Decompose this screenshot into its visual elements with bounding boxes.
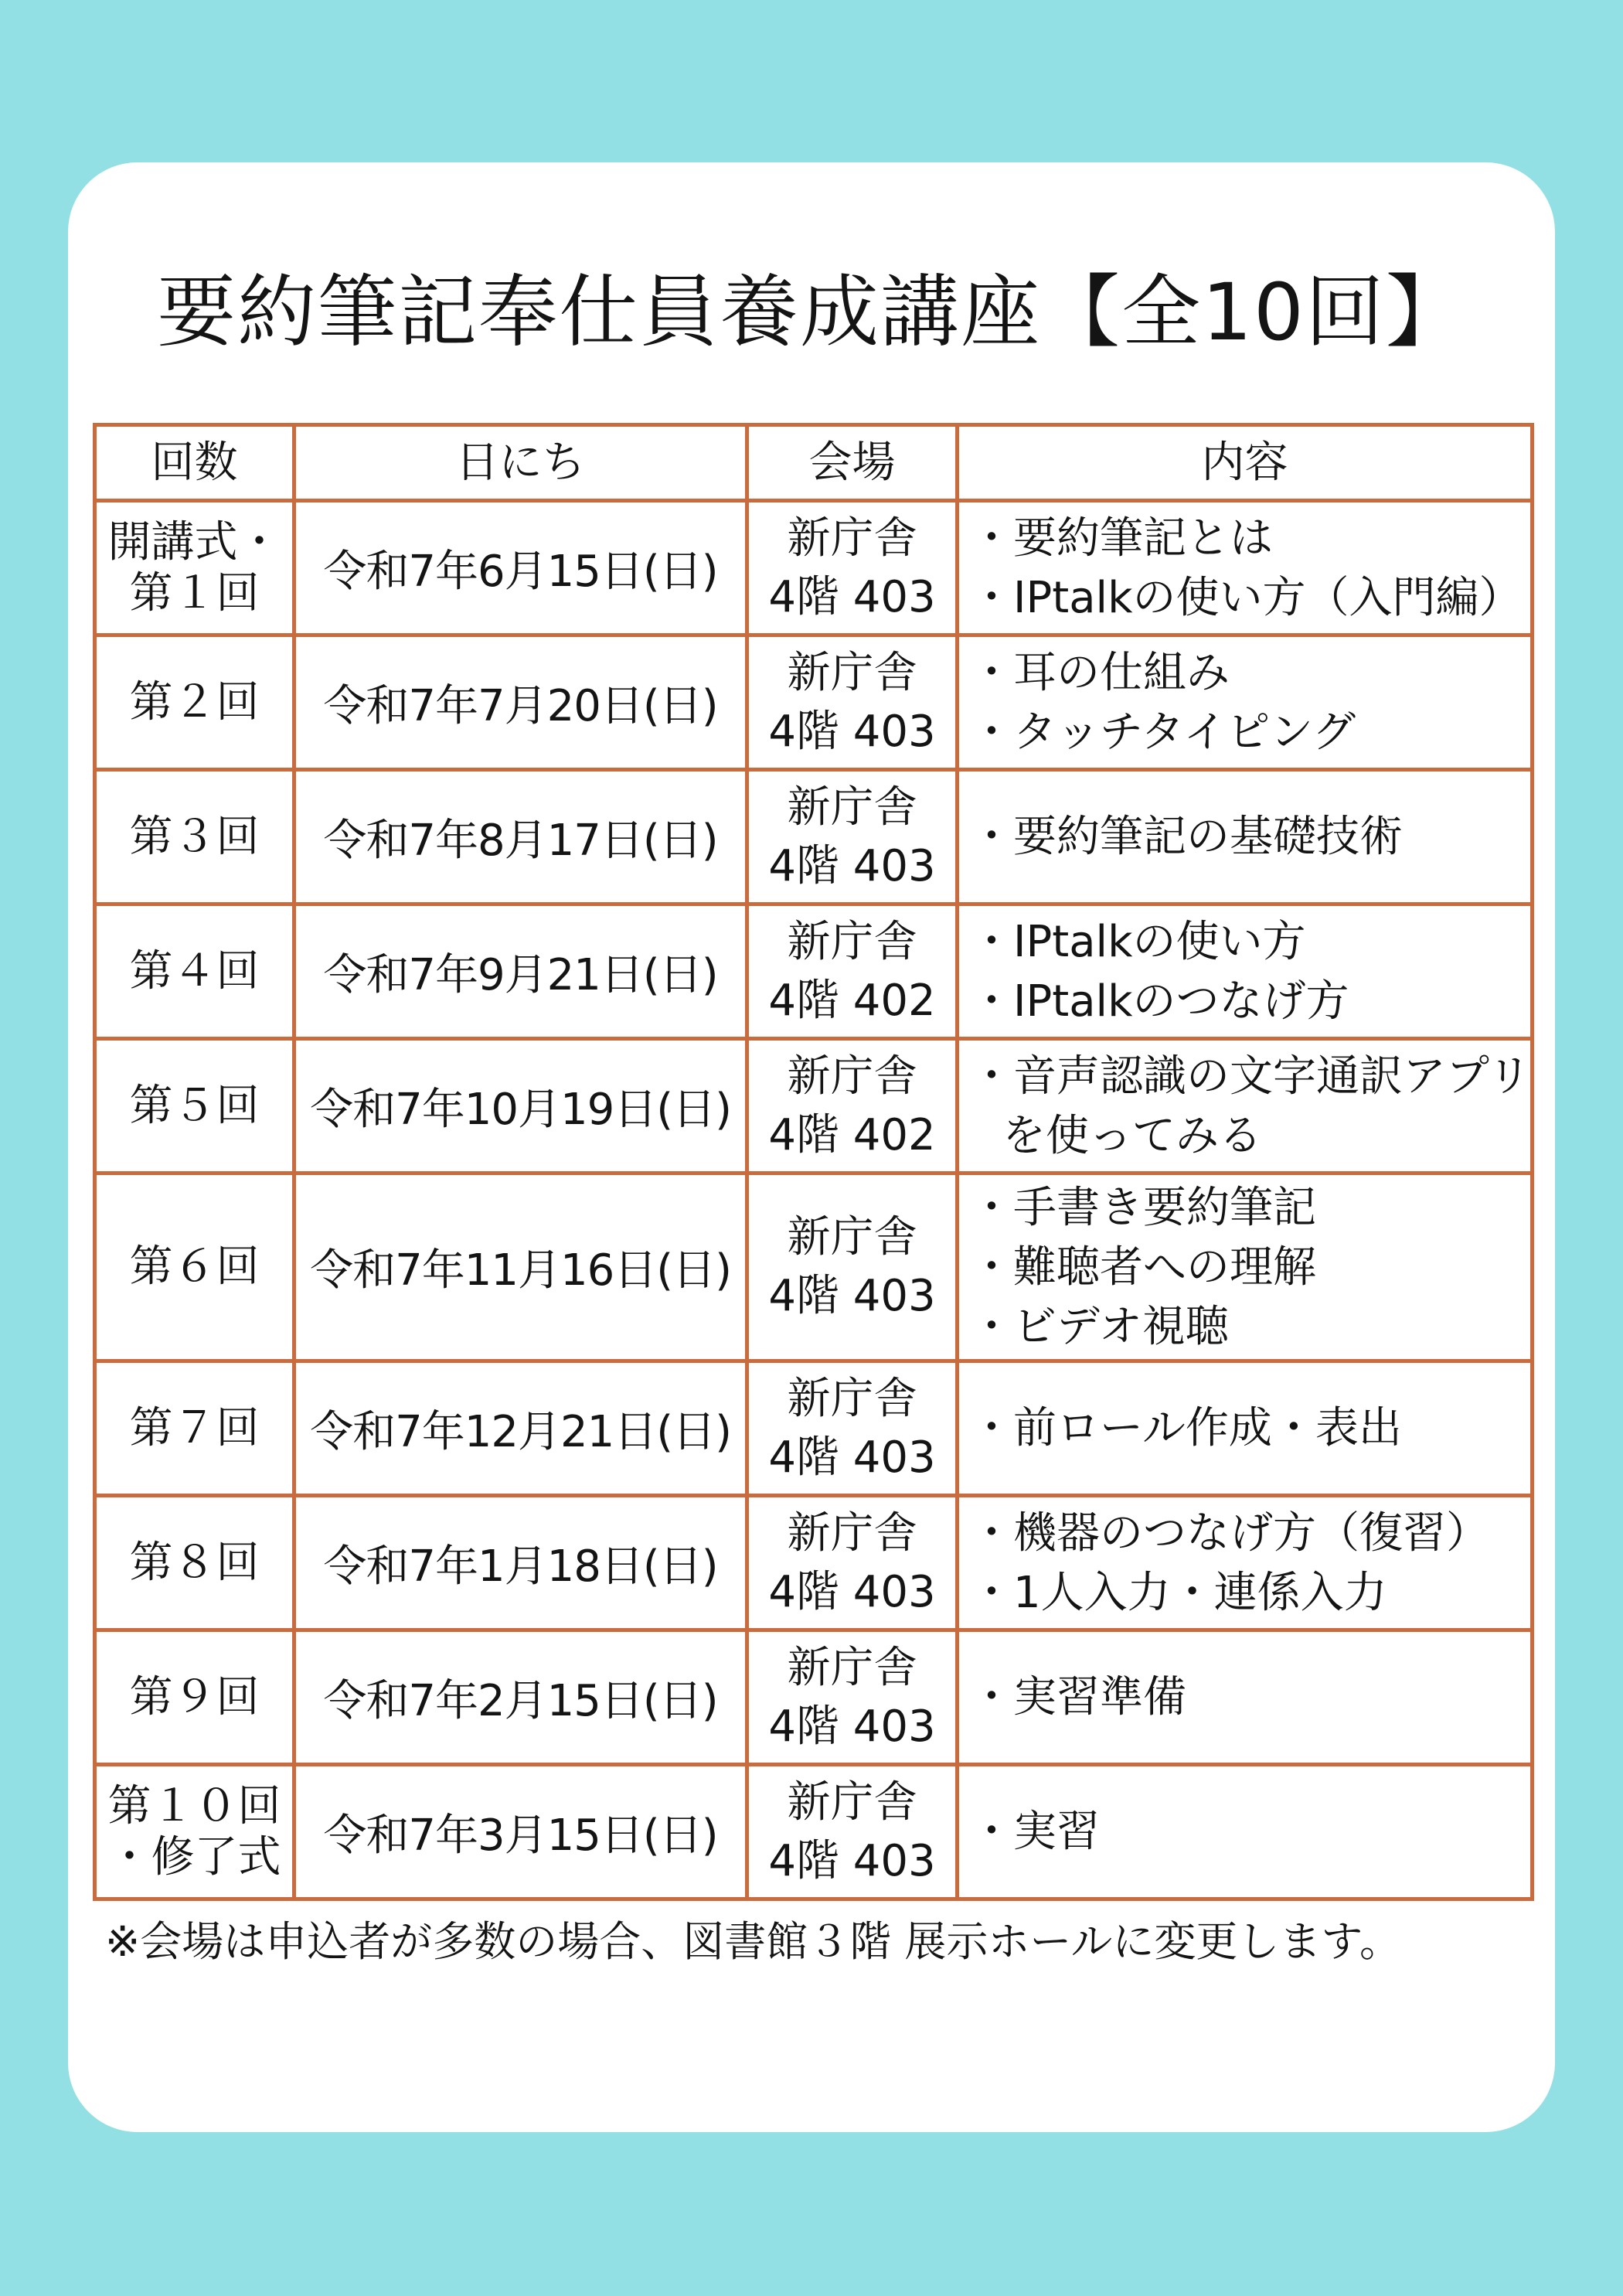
table-row — [95, 770, 1533, 904]
content-cell — [958, 501, 1533, 635]
date-cell: 令和7年12月21日(日) — [294, 1361, 747, 1496]
content-item: を使ってみる — [1002, 1110, 1262, 1161]
table-row — [95, 501, 1533, 635]
venue-line: 新庁舎 — [787, 1212, 917, 1262]
content-item: ・難聴者への理解 — [970, 1242, 1316, 1293]
venue-line: 新庁舎 — [787, 782, 917, 833]
content-item: ・IPtalkの使い方（入門編） — [970, 572, 1523, 623]
table-row — [95, 904, 1533, 1039]
header-date: 日にち — [294, 425, 747, 501]
session-line: 第２回 — [129, 676, 260, 727]
table-row — [95, 1039, 1533, 1174]
content-item: ・耳の仕組み — [970, 647, 1230, 698]
venue-line: 4階 403 — [768, 1835, 936, 1886]
content-cell — [958, 635, 1533, 770]
venue-line: 新庁舎 — [787, 1777, 917, 1828]
schedule-body — [95, 501, 1533, 1899]
venue-cell — [747, 1630, 958, 1765]
session-line: 開講式・ — [107, 516, 281, 567]
venue-cell — [747, 1174, 958, 1361]
content-item: ・ビデオ視聴 — [970, 1301, 1229, 1352]
content-item: ・音声認識の文字通訳アプリ — [970, 1051, 1531, 1102]
table-row — [95, 1630, 1533, 1765]
session-line: 第１０回 — [107, 1780, 281, 1831]
content-item: ・要約筆記の基礎技術 — [970, 812, 1403, 862]
content-cell — [958, 770, 1533, 904]
venue-line: 新庁舎 — [787, 916, 917, 967]
venue-line: 4階 403 — [768, 706, 936, 757]
venue-line: 新庁舎 — [787, 1507, 917, 1558]
venue-line: 4階 403 — [768, 1432, 936, 1483]
session-cell — [95, 1765, 294, 1899]
content-item: ・前ロール作成・表出 — [970, 1403, 1402, 1453]
content-item: ・IPtalkのつなげ方 — [970, 976, 1349, 1027]
session-cell — [95, 1361, 294, 1496]
venue-change-note: ※会場は申込者が多数の場合、図書館３階 展示ホールに変更します。 — [105, 1917, 1402, 1966]
date-cell: 令和7年3月15日(日) — [294, 1765, 747, 1899]
table-row — [95, 635, 1533, 770]
flyer-card — [68, 162, 1555, 2132]
venue-cell — [747, 1496, 958, 1630]
venue-line: 4階 403 — [768, 1701, 936, 1752]
content-cell — [958, 1361, 1533, 1496]
content-item: ・IPtalkの使い方 — [970, 916, 1306, 967]
venue-line: 4階 403 — [768, 1566, 936, 1617]
content-cell — [958, 1765, 1533, 1899]
session-line: 第７回 — [129, 1402, 260, 1453]
header-content: 内容 — [958, 425, 1533, 501]
date-cell: 令和7年2月15日(日) — [294, 1630, 747, 1765]
session-line: 第１回 — [129, 567, 260, 618]
session-line: 第８回 — [129, 1537, 260, 1588]
venue-cell — [747, 1361, 958, 1496]
session-cell — [95, 904, 294, 1039]
venue-cell — [747, 1765, 958, 1899]
header-venue: 会場 — [747, 425, 958, 501]
table-row — [95, 1174, 1533, 1361]
venue-line: 新庁舎 — [787, 1642, 917, 1693]
date-cell: 令和7年8月17日(日) — [294, 770, 747, 904]
content-item: ・要約筆記とは — [970, 513, 1273, 564]
venue-cell — [747, 1039, 958, 1174]
content-cell — [958, 1039, 1533, 1174]
venue-cell — [747, 770, 958, 904]
content-item: ・実習準備 — [970, 1672, 1186, 1722]
table-header-row — [95, 425, 1533, 501]
content-item: ・1人入力・連係入力 — [970, 1567, 1387, 1618]
content-cell — [958, 1174, 1533, 1361]
content-cell — [958, 1630, 1533, 1765]
date-cell: 令和7年6月15日(日) — [294, 501, 747, 635]
table-row — [95, 1361, 1533, 1496]
session-line: 第５回 — [129, 1080, 260, 1131]
content-item: ・タッチタイピング — [970, 707, 1356, 758]
date-cell: 令和7年9月21日(日) — [294, 904, 747, 1039]
session-cell — [95, 1039, 294, 1174]
venue-line: 4階 403 — [768, 840, 936, 891]
session-line: ・修了式 — [107, 1831, 281, 1882]
date-cell: 令和7年10月19日(日) — [294, 1039, 747, 1174]
venue-line: 新庁舎 — [787, 647, 917, 698]
venue-cell — [747, 635, 958, 770]
venue-line: 新庁舎 — [787, 513, 917, 564]
date-cell: 令和7年11月16日(日) — [294, 1174, 747, 1361]
session-line: 第６回 — [129, 1242, 260, 1292]
session-cell — [95, 501, 294, 635]
header-session: 回数 — [95, 425, 294, 501]
table-row — [95, 1496, 1533, 1630]
venue-cell — [747, 501, 958, 635]
venue-line: 4階 402 — [768, 975, 936, 1026]
content-item: ・手書き要約筆記 — [970, 1182, 1316, 1233]
page-title: 要約筆記奉仕員養成講座【全10回】 — [157, 267, 1466, 359]
venue-line: 4階 403 — [768, 1271, 936, 1321]
venue-line: 4階 403 — [768, 571, 936, 622]
venue-line: 4階 402 — [768, 1109, 936, 1160]
date-cell: 令和7年1月18日(日) — [294, 1496, 747, 1630]
content-cell — [958, 904, 1533, 1039]
session-line: 第９回 — [129, 1671, 260, 1722]
schedule-table — [93, 423, 1534, 1901]
session-line: 第３回 — [129, 811, 260, 862]
content-item: ・実習 — [970, 1807, 1100, 1857]
session-line: 第４回 — [129, 945, 260, 996]
session-cell — [95, 1174, 294, 1361]
date-cell: 令和7年7月20日(日) — [294, 635, 747, 770]
venue-line: 新庁舎 — [787, 1373, 917, 1424]
content-item: ・機器のつなげ方（復習） — [970, 1507, 1489, 1558]
content-cell — [958, 1496, 1533, 1630]
session-cell — [95, 1496, 294, 1630]
session-cell — [95, 1630, 294, 1765]
table-row — [95, 1765, 1533, 1899]
venue-cell — [747, 904, 958, 1039]
session-cell — [95, 635, 294, 770]
session-cell — [95, 770, 294, 904]
venue-line: 新庁舎 — [787, 1051, 917, 1102]
